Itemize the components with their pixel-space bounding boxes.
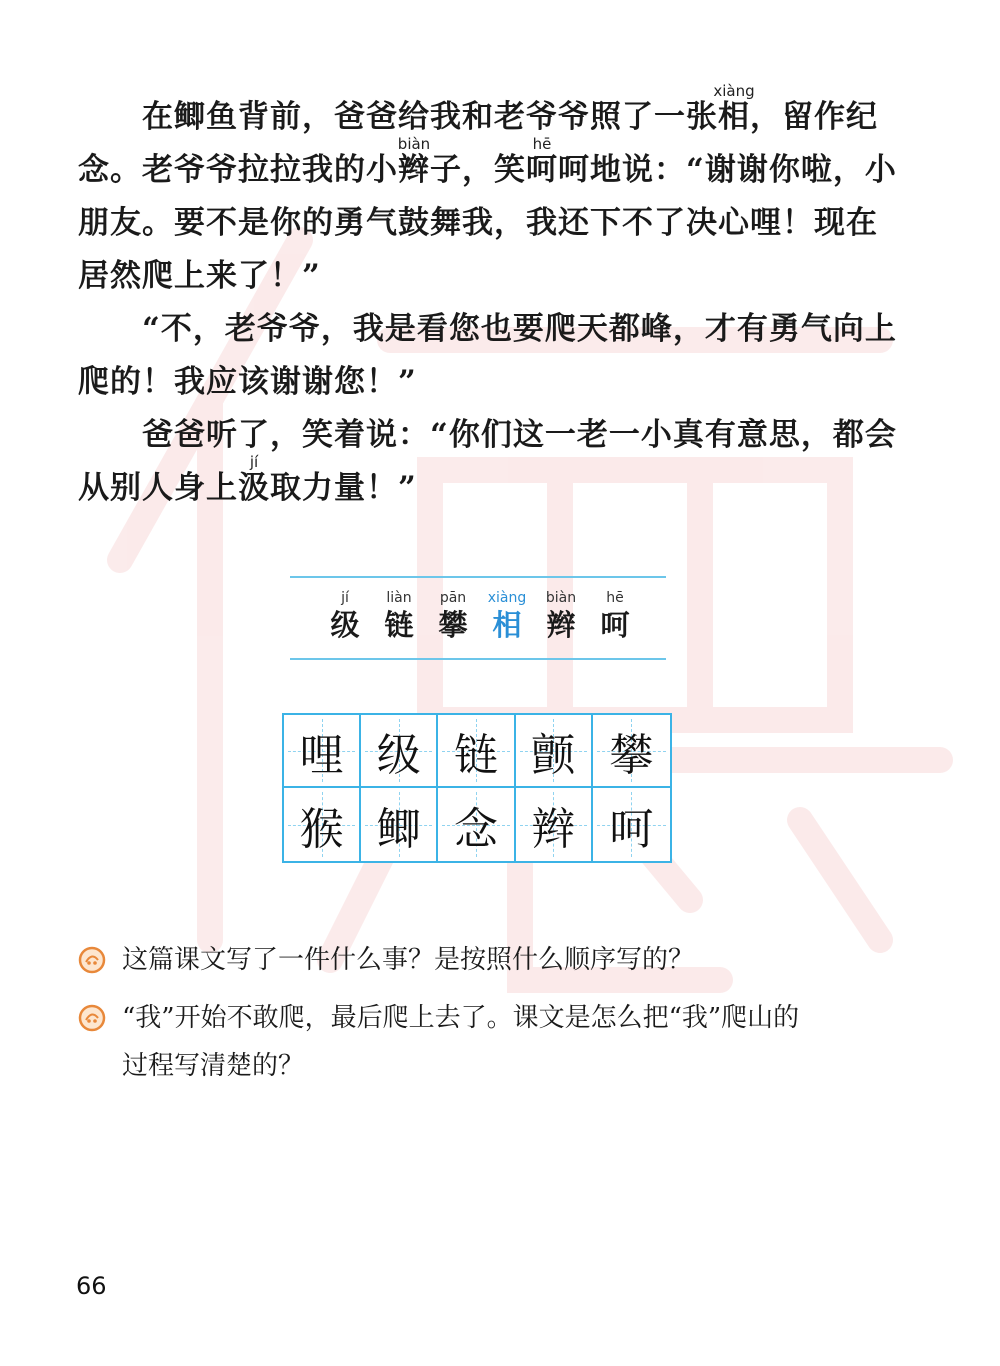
- question-text: “我”开始不敢爬，最后爬上去了。课文是怎么把“我”爬山的: [122, 1003, 800, 1033]
- new-characters-row: [324, 590, 636, 642]
- divider-top: [290, 576, 666, 578]
- story-line: 在鲫鱼背前，爸爸给我和老爷爷照了一张 xiàng 相，留作纪: [142, 82, 878, 135]
- new-char: hē 呵: [600, 590, 630, 642]
- grid-cell: 哩: [284, 715, 361, 788]
- story-line: 居然爬上来了！”: [78, 258, 321, 294]
- story-line: 爸爸听了，笑着说：“你们这一老一小真有意思，都会: [142, 417, 897, 453]
- question-text: 这篇课文写了一件什么事？是按照什么顺序写的？: [122, 945, 695, 975]
- ruby-char: hē 呵: [526, 135, 558, 188]
- divider-bottom: [290, 658, 666, 660]
- story-line: “不，老爷爷，我是看您也要爬天都峰，才有勇气向上: [142, 311, 897, 347]
- new-char: jí 级: [330, 590, 360, 642]
- grid-cell: 攀: [593, 715, 670, 788]
- new-char: pān 攀: [438, 590, 468, 642]
- page-number: 66: [76, 1272, 107, 1300]
- new-char: biàn 辫: [545, 590, 577, 642]
- writing-grid: [282, 713, 672, 863]
- ruby-char: xiàng 相: [713, 82, 755, 135]
- grid-cell: 猴: [284, 788, 361, 861]
- story-line: 念。老爷爷拉拉我的小 biàn 辫子，笑 hē 呵呵地说：“谢谢你啦，小: [78, 135, 897, 188]
- grid-cell: 链: [438, 715, 515, 788]
- grid-cell: 呵: [593, 788, 670, 861]
- new-char: liàn 链: [384, 590, 414, 642]
- question-text-line2: 过程写清楚的？: [122, 1051, 305, 1081]
- story-line: 从别人身上 jí 汲取力量！”: [78, 453, 417, 506]
- grid-cell: 颤: [516, 715, 593, 788]
- ruby-char: biàn 辫: [397, 135, 431, 188]
- grid-cell: 鲫: [361, 788, 438, 861]
- question-badge-icon: [78, 946, 106, 974]
- grid-cell: 念: [438, 788, 515, 861]
- question-badge-icon: [78, 1004, 106, 1032]
- story-line: 爬的！我应该谢谢您！”: [78, 364, 417, 400]
- grid-cell: 级: [361, 715, 438, 788]
- grid-cell: 辫: [516, 788, 593, 861]
- new-char-highlighted: xiàng 相: [487, 590, 527, 642]
- new-characters-box: [290, 576, 666, 662]
- ruby-char: jí 汲: [238, 453, 270, 506]
- story-line: 朋友。要不是你的勇气鼓舞我，我还下不了决心哩！现在: [78, 205, 878, 241]
